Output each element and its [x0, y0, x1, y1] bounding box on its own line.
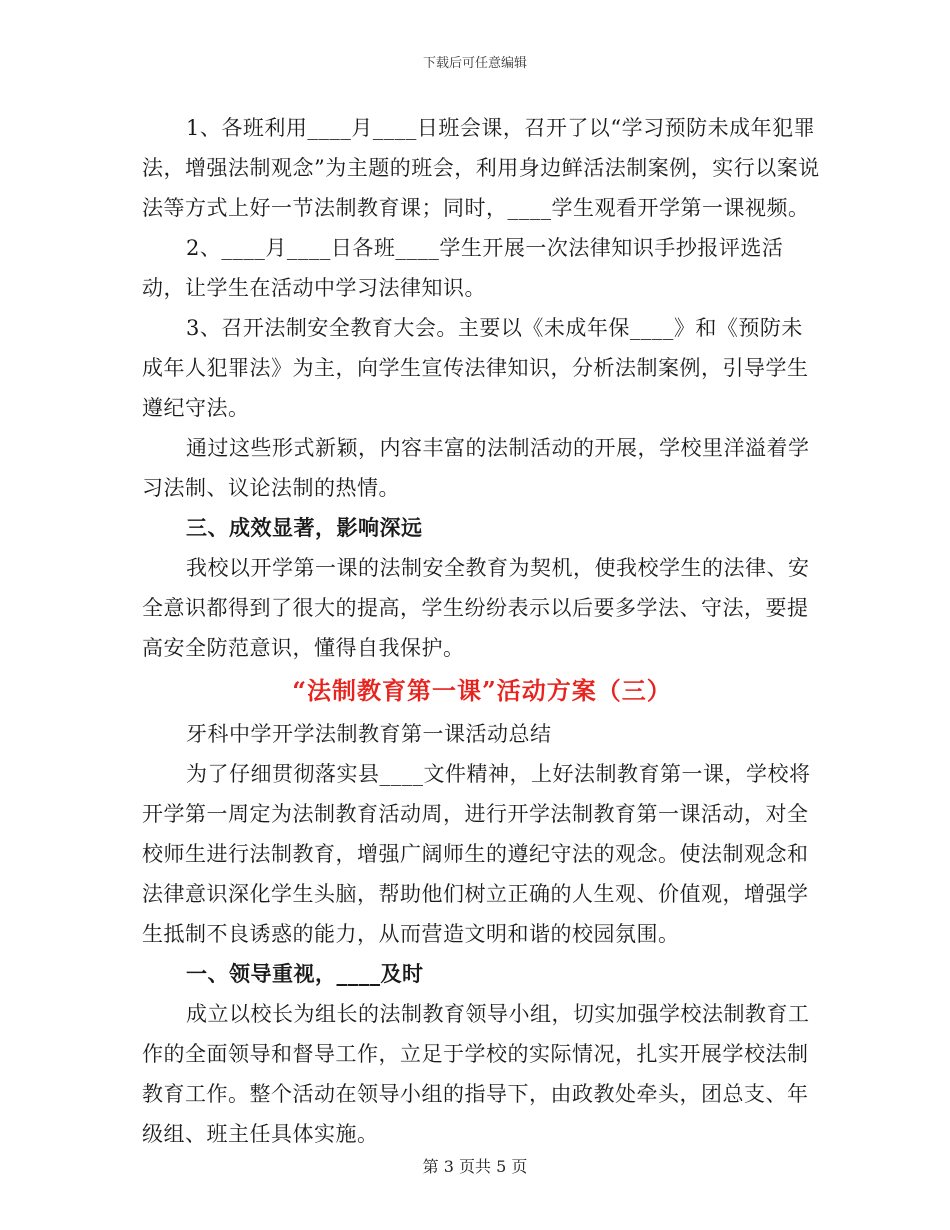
section-heading-1: 一、领导重视，____及时	[186, 961, 424, 986]
paragraph-item-3: 3、召开法制安全教育大会。主要以《未成年保____》和《预防未成年人犯罪法》为主，向学生宣传法律知识，分析法制案例，引导学生遵纪守法。	[142, 316, 809, 420]
section-heading-3: 三、成效显著，影响深远	[186, 515, 423, 540]
paragraph-item-2: 2、____月____日各班____学生开展一次法律知识手抄报评选活动，让学生在活动中学习法律知识。	[142, 236, 784, 300]
paragraph-item-1: 1、各班利用____月____日班会课，召开了以“学习预防未成年犯罪法，增强法制观念”为主题的班会，利用身边鲜活法制案例，实行以案说法等方式上好一节法制教育课；同时，____学生观看开学第一课视频。	[142, 116, 820, 220]
page-footer: 第 3 页共 5 页	[422, 1157, 528, 1176]
paragraph-intro: 为了仔细贯彻落实县____文件精神，上好法制教育第一课，学校将开学第一周定为法制教育活动周，进行开学法制教育第一课活动，对全校师生进行法制教育，增强广阔师生的遵纪守法的观念。使法制观念和法律意识深化学生头脑，帮助他们树立正确的人生观、价值观，增强学生抵制不良诱惑的能力，从而营造文明和谐的校园氛围。	[142, 762, 811, 946]
paragraph-summary: 通过这些形式新颖，内容丰富的法制活动的开展，学校里洋溢着学习法制、议论法制的热情。	[142, 436, 810, 500]
document-body	[142, 108, 822, 1154]
document-title: “法制教育第一课”活动方案（三）	[292, 676, 672, 705]
paragraph-leadership: 成立以校长为组长的法制教育领导小组，切实加强学校法制教育工作的全面领导和督导工作，立足于学校的实际情况，扎实开展学校法制教育工作。整个活动在领导小组的指导下，由政教处牵头，团总支、年级组、班主任具体实施。	[142, 1002, 810, 1146]
paragraph-results: 我校以开学第一课的法制安全教育为契机，使我校学生的法律、安全意识都得到了很大的提高，学生纷纷表示以后要多学法、守法，要提高安全防范意识，懂得自我保护。	[142, 556, 810, 660]
page-header: 下载后可任意编辑	[422, 56, 527, 71]
paragraph-subtitle: 牙科中学开学法制教育第一课活动总结	[186, 722, 552, 746]
